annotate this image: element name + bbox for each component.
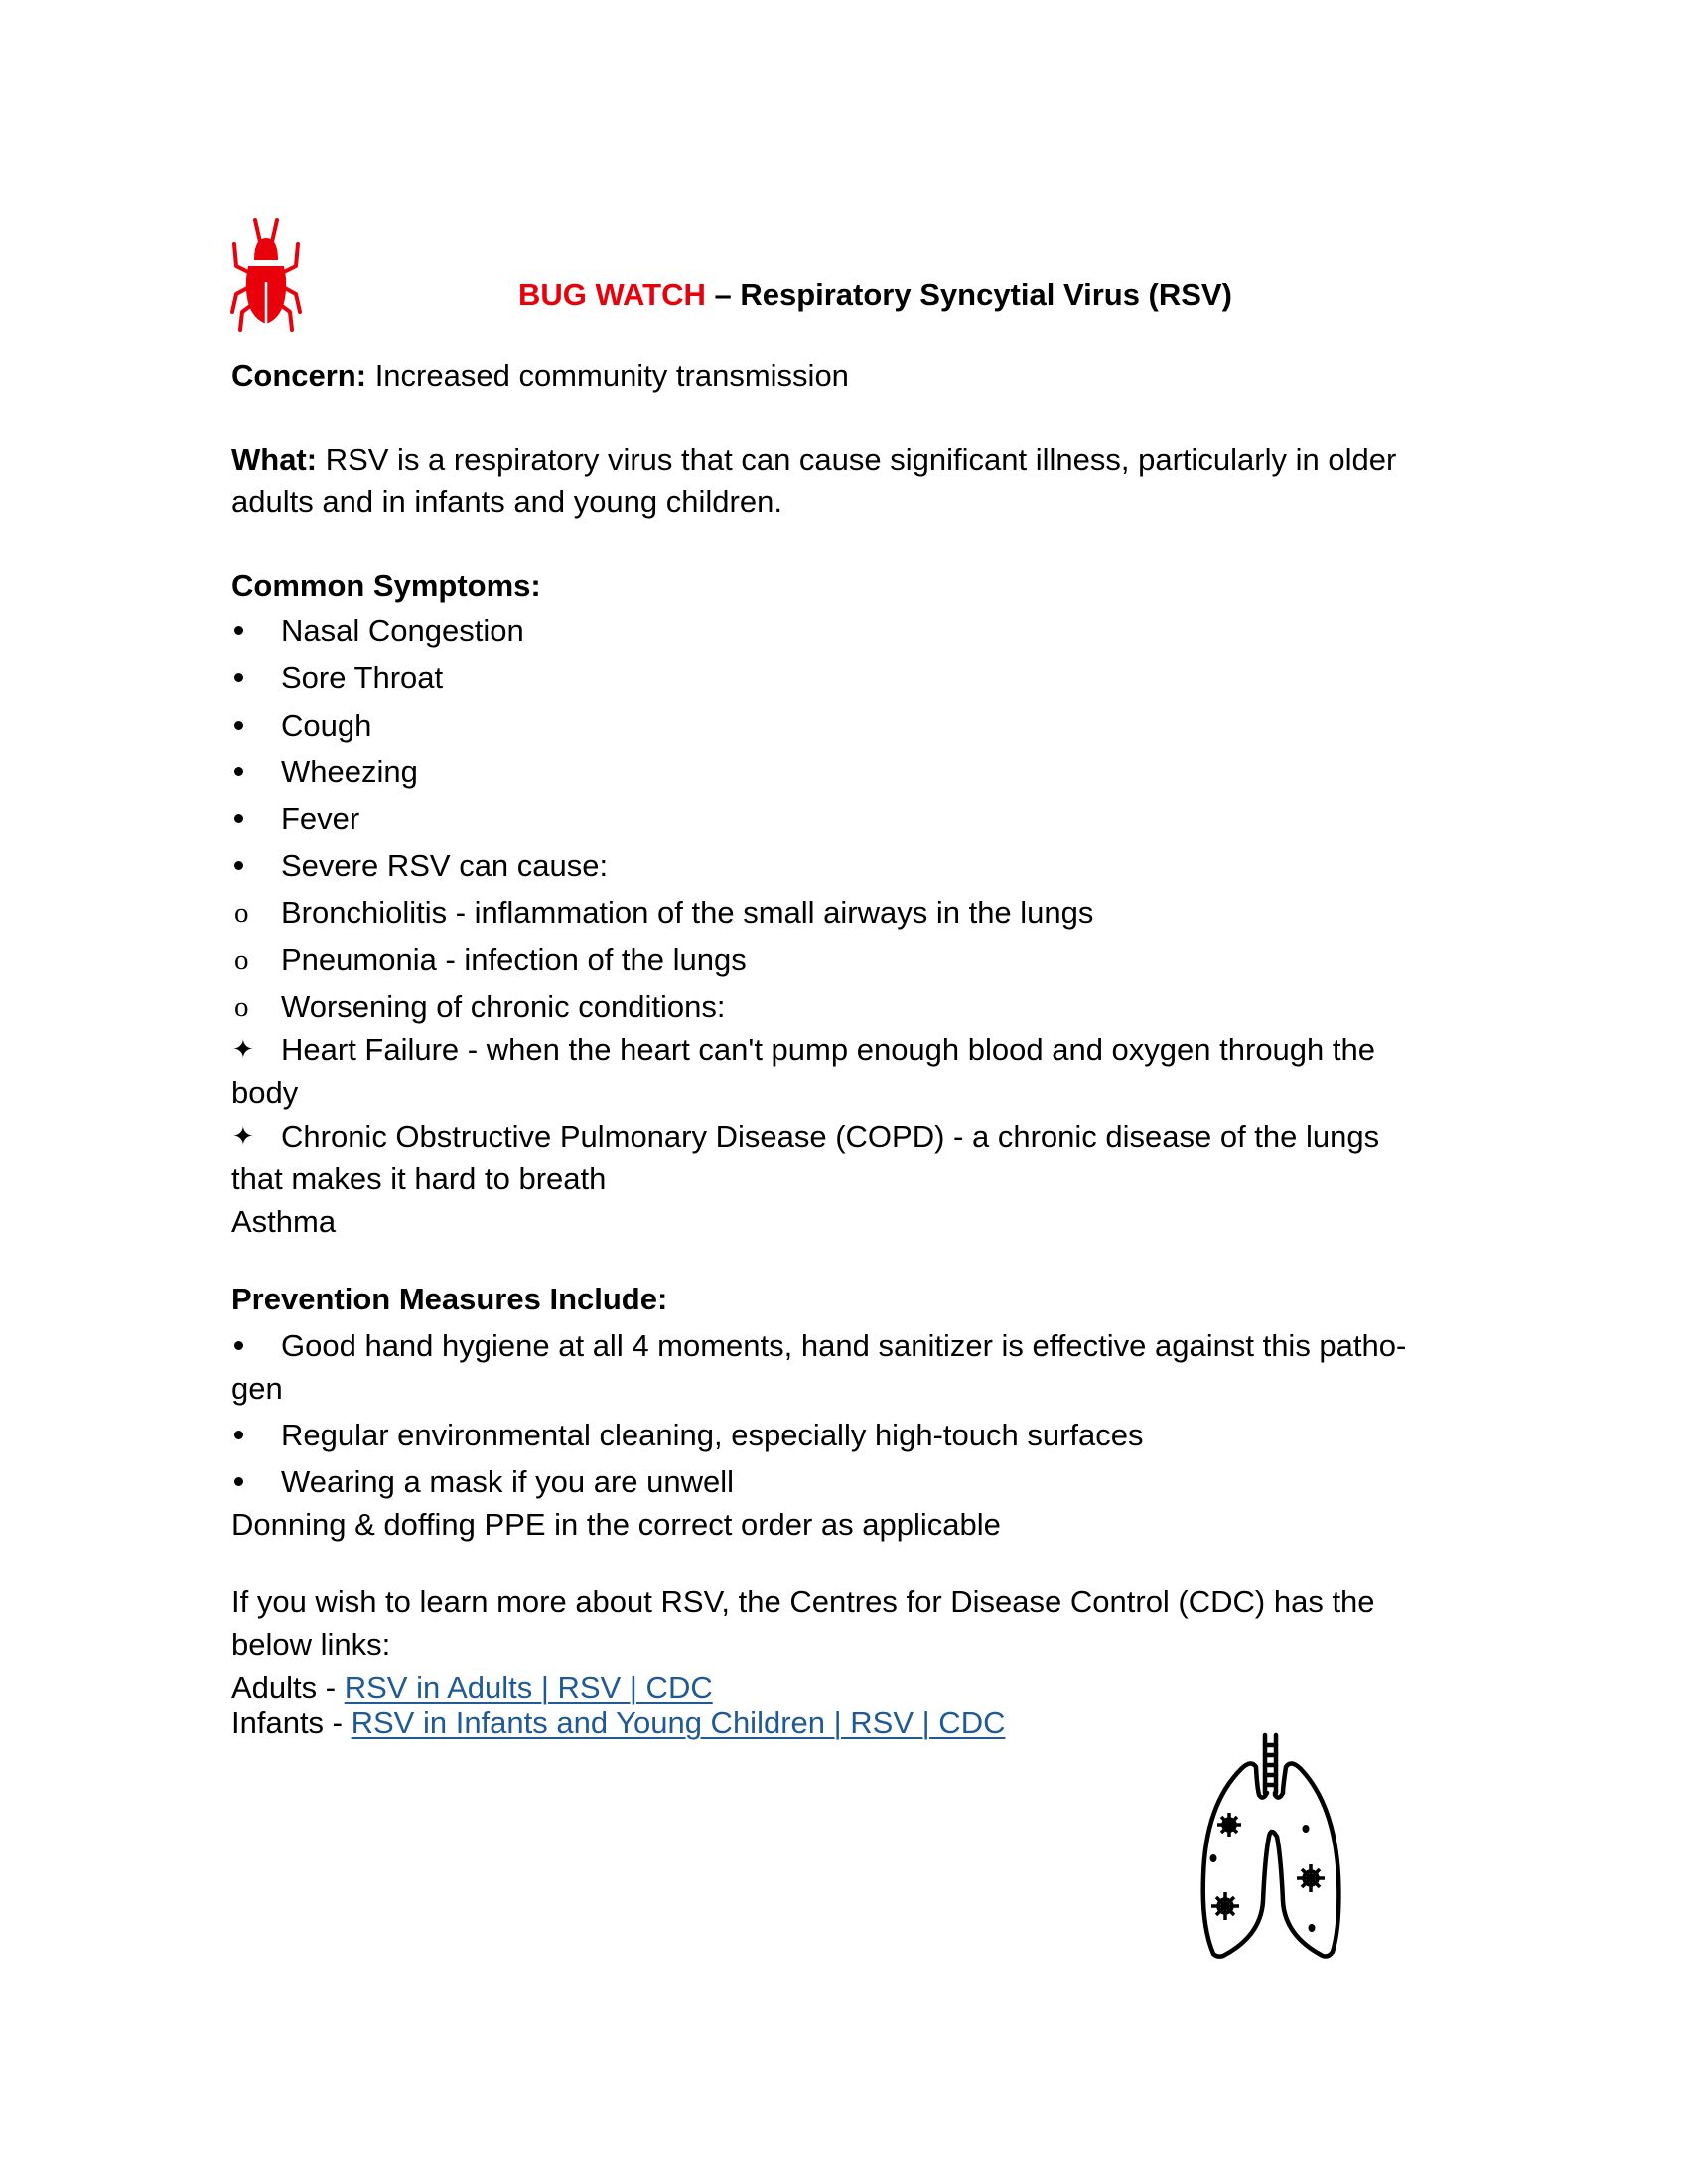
list-item: Fever xyxy=(281,801,360,836)
list-item: Regular environmental cleaning, especially high-touch surfaces xyxy=(281,1418,1144,1452)
list-item: Worsening of chronic conditions: xyxy=(281,989,726,1024)
title-highlight: BUG WATCH xyxy=(518,277,706,312)
bullet-circle-icon: o xyxy=(234,897,249,929)
list-item-wrap: gen xyxy=(231,1371,283,1406)
list-item: Severe RSV can cause: xyxy=(281,848,609,883)
list-item: Nasal Congestion xyxy=(281,614,524,648)
more-info-line-1: If you wish to learn more about RSV, the Centres for Disease Control (CDC) has the xyxy=(231,1584,1375,1619)
list-item: Cough xyxy=(281,708,372,743)
what-line-1 xyxy=(231,441,1396,478)
list-item: Pneumonia - infection of the lungs xyxy=(281,942,747,977)
prevention-heading: Prevention Measures Include: xyxy=(231,1282,668,1316)
lungs-icon xyxy=(1192,1727,1350,1966)
list-item: Wheezing xyxy=(281,754,418,789)
list-item: Chronic Obstructive Pulmonary Disease (COPD) - a chronic disease of the lungs xyxy=(281,1119,1380,1154)
list-item-wrap: body xyxy=(231,1075,299,1110)
bullet-disc-icon xyxy=(231,1417,271,1454)
list-item-trailing: Donning & doffing PPE in the correct order as applicable xyxy=(231,1507,1001,1542)
what-text: RSV is a respiratory virus that can cause significant illness, particularly in older xyxy=(317,442,1397,477)
bullet-disc-icon xyxy=(231,1327,271,1365)
bullet-disc-icon xyxy=(231,753,271,791)
infants-prefix: Infants - xyxy=(231,1706,352,1740)
concern-label: Concern: xyxy=(231,358,367,393)
more-info-line-2: below links: xyxy=(231,1627,391,1662)
page-title xyxy=(518,276,1232,314)
bullet-disc-icon xyxy=(231,613,271,650)
bullet-disc-icon xyxy=(231,800,271,838)
adults-prefix: Adults - xyxy=(231,1670,345,1705)
title-rest: – Respiratory Syncytial Virus (RSV) xyxy=(705,277,1232,312)
concern-line xyxy=(231,357,849,395)
bullet-star-icon: ✦ xyxy=(232,1035,254,1065)
adults-link[interactable]: RSV in Adults | RSV | CDC xyxy=(344,1670,713,1705)
list-item: Good hand hygiene at all 4 moments, hand sanitizer is effective against this patho- xyxy=(281,1328,1407,1363)
list-item-wrap: that makes it hard to breath xyxy=(231,1161,607,1196)
bug-icon xyxy=(230,216,302,332)
what-label: What: xyxy=(231,442,318,477)
bullet-disc-icon xyxy=(231,1463,271,1501)
bullet-star-icon: ✦ xyxy=(232,1122,254,1152)
infants-link[interactable]: RSV in Infants and Young Children | RSV | CDC xyxy=(351,1706,1006,1740)
list-item: Heart Failure - when the heart can't pump enough blood and oxygen through the xyxy=(281,1032,1375,1067)
list-item-trailing: Asthma xyxy=(231,1204,337,1239)
symptoms-heading: Common Symptoms: xyxy=(231,568,541,603)
list-item: Bronchiolitis - inflammation of the small airways in the lungs xyxy=(281,895,1094,930)
concern-text: Increased community transmission xyxy=(366,358,849,393)
adults-link-line xyxy=(231,1669,713,1706)
list-item: Wearing a mask if you are unwell xyxy=(281,1464,735,1499)
bullet-circle-icon: o xyxy=(234,991,249,1023)
list-item: Sore Throat xyxy=(281,660,444,695)
bullet-circle-icon: o xyxy=(234,944,249,976)
bullet-disc-icon xyxy=(231,707,271,745)
bullet-disc-icon xyxy=(231,659,271,697)
bullet-disc-icon xyxy=(231,847,271,885)
what-line-2: adults and in infants and young children. xyxy=(231,484,782,519)
infants-link-line xyxy=(231,1705,1005,1742)
